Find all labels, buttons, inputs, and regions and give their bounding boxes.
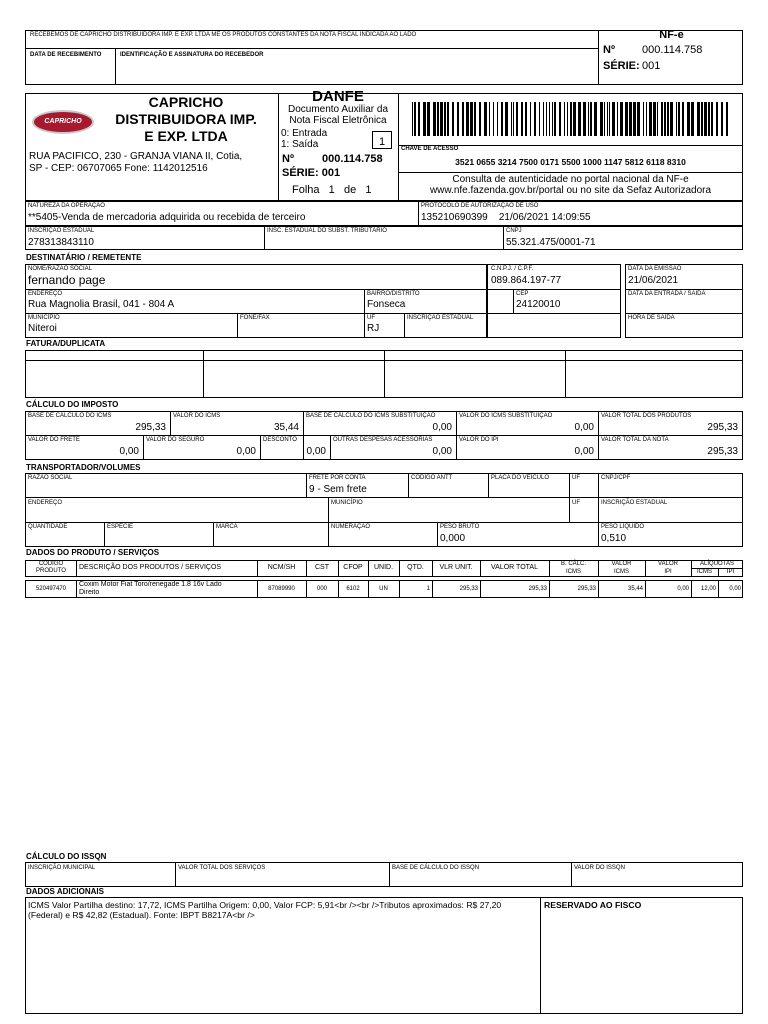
v-nota-label: VALOR TOTAL DA NOTA: [601, 437, 669, 443]
transp-pliq: 0,510: [601, 533, 627, 544]
h-unid: UNID.: [373, 564, 394, 571]
transp-pbruto: 0,000: [440, 533, 466, 544]
item-unid: UN: [379, 586, 388, 592]
divider: [143, 435, 144, 460]
protocolo-label: PROTOCOLO DE AUTORIZAÇÃO DE USO: [421, 203, 539, 209]
dest-ie-label: INSCRIÇÃO ESTADUAL: [407, 315, 474, 321]
h-vunit: VLR UNIT.: [439, 564, 473, 571]
divider: [456, 411, 457, 460]
v-st-label: VALOR DO ICMS SUBSTITUIÇÃO: [459, 413, 553, 419]
h-aliq: ALÍQUOTAS: [700, 561, 734, 567]
divider: [25, 313, 621, 314]
divider: [389, 862, 390, 887]
consulta-line-1: Consulta de autenticidade no portal nacional da NF-e: [452, 174, 689, 185]
item-bc: 295,33: [577, 586, 596, 592]
company-address-2: SP - CEP: 06707065 Fone: 1142012516: [29, 163, 208, 174]
divider: [237, 313, 238, 338]
item-vunit: 295,33: [459, 586, 478, 592]
transp-marca-label: MARCA: [216, 524, 238, 530]
item-codigo: 520497470: [35, 586, 67, 592]
dest-bairro: Fonseca: [367, 299, 406, 310]
dest-cep: 24120010: [516, 299, 561, 310]
item-cst: 000: [316, 586, 327, 592]
divider: [25, 497, 743, 498]
item-ncm: 87089990: [268, 586, 295, 592]
produtos-section: DADOS DO PRODUTO / SERVIÇOS: [26, 548, 160, 557]
bc-icms-value: 295,33: [135, 422, 166, 433]
h-desc: DESCRIÇÃO DOS PRODUTOS / SERVIÇOS: [79, 564, 222, 571]
divider: [598, 473, 599, 547]
dest-endereco-label: ENDEREÇO: [28, 291, 63, 297]
transp-placa-label: PLACA DO VEÍCULO: [491, 475, 550, 481]
h-vipi-1: VALOR: [658, 561, 678, 567]
divider: [598, 30, 599, 85]
access-key-label: CHAVE DE ACESSO: [401, 146, 459, 152]
ipi-label: VALOR DO IPI: [459, 437, 499, 443]
transp-uf2-label: UF: [572, 500, 580, 506]
item-desc-1: Coxim Motor Fiat Toro/renegade 1.8 16v Lado: [79, 581, 222, 588]
adicionais-text-2: (Federal) e R$ 42,82 (Estadual). Fonte: IBPT B8217A<br />: [28, 910, 255, 920]
divider: [25, 435, 743, 436]
divider: [408, 473, 409, 497]
access-key-value: 3521 0655 3214 7500 0171 5500 1000 1147 5812 6118 8310: [455, 157, 686, 167]
divider: [330, 435, 331, 460]
natureza-label: NATUREZA DA OPERAÇÃO: [28, 203, 105, 209]
company-address-1: RUA PACIFICO, 230 - GRANJA VIANA II, Cotia,: [29, 151, 243, 162]
divider: [625, 289, 743, 290]
reservado-fisco-label: RESERVADO AO FISCO: [544, 900, 642, 910]
divider: [264, 226, 265, 250]
h-aipi: IPI: [726, 569, 735, 575]
bc-icms-label: BASE DE CÁLCULO DO ICMS: [28, 413, 112, 419]
imposto-section: CÁLCULO DO IMPOSTO: [26, 400, 119, 409]
divider: [170, 411, 171, 435]
dest-municipio-label: MUNICÍPIO: [28, 315, 60, 321]
dest-cep-label: CEP: [516, 291, 529, 297]
transp-especie-label: ESPÉCIE: [107, 524, 134, 530]
transp-razao-label: RAZÃO SOCIAL: [28, 475, 73, 481]
divider: [203, 350, 204, 398]
ie-value: 278313843110: [28, 237, 94, 248]
divider: [384, 350, 385, 398]
danfe-number: 000.114.758: [322, 153, 383, 165]
divider: [213, 522, 214, 547]
danfe-tipo-box: [372, 131, 392, 149]
item-qtd: 1: [426, 586, 430, 592]
dest-cpf-label: C.N.P.J. / C.P.F.: [491, 266, 534, 272]
divider: [418, 201, 419, 226]
outras-value: 0,00: [432, 446, 452, 457]
consulta-line-2: www.nfe.fazenda.gov.br/portal ou no site da Sefaz Autorizadora: [429, 185, 712, 196]
h-vicms-1: VALOR: [611, 561, 632, 567]
receipt-date-label: DATA DE RECEBIMENTO: [30, 52, 102, 58]
cnpj-label: CNPJ: [506, 228, 522, 234]
v-st-value: 0,00: [574, 422, 594, 433]
divider: [175, 862, 176, 887]
receiver-signature-label: IDENTIFICAÇÃO E ASSINATURA DO RECEBEDOR: [120, 52, 264, 58]
h-ncm: NCM/SH: [267, 564, 296, 571]
danfe-title: DANFE: [312, 88, 364, 105]
adicionais-text-1: ICMS Valor Partilha destino: 17,72, ICMS Partilha Origem: 0,00, Valor FCP: 5,91<br /><br />Tributos aproximados: R$ 27,20: [28, 900, 502, 910]
h-codigo-1: CÓDIGO: [38, 561, 64, 567]
divider: [328, 497, 329, 547]
v-prod-value: 295,33: [707, 422, 738, 433]
v-icms-label: VALOR DO ICMS: [173, 413, 221, 419]
desconto-value: 0,00: [306, 446, 326, 457]
canhoto-serie-label: SÉRIE:: [603, 60, 640, 72]
divider: [625, 313, 743, 314]
item-vtotal: 295,33: [528, 586, 547, 592]
company-name-3: E EXP. LTDA: [144, 128, 228, 144]
divider: [76, 580, 77, 598]
dest-endereco: Rua Magnolia Brasil, 041 - 804 A: [28, 299, 175, 310]
divider: [571, 862, 572, 887]
divider: [540, 897, 541, 1014]
divider: [306, 473, 307, 497]
h-qtd: QTD.: [407, 564, 424, 571]
issqn-section: CÁLCULO DO ISSQN: [26, 852, 107, 861]
divider: [104, 522, 105, 547]
divider: [25, 289, 621, 290]
dest-uf-label: UF: [367, 315, 375, 321]
transp-endereco-label: ENDEREÇO: [28, 500, 63, 506]
dest-hora-label: HORA DE SAÍDA: [628, 315, 675, 321]
dest-nome: fernando page: [28, 273, 106, 287]
transp-pbruto-label: PESO BRUTO: [440, 524, 480, 530]
danfe-saida: 1: Saída: [281, 139, 319, 150]
access-key-barcode: [412, 102, 728, 136]
canhoto-number: 000.114.758: [642, 44, 703, 56]
transp-qtd-label: QUANTIDADE: [28, 524, 68, 530]
natureza-value: **5405-Venda de mercadoria adquirida ou recebida de terceiro: [28, 212, 306, 223]
divider: [513, 289, 514, 313]
divider: [488, 473, 489, 497]
transporte-section: TRANSPORTADOR/VOLUMES: [26, 463, 141, 472]
issqn-im-label: INSCRIÇÃO MUNICIPAL: [28, 865, 96, 871]
transp-antt-label: CÓDIGO ANTT: [411, 475, 453, 481]
divider: [260, 435, 261, 460]
issqn-v-label: VALOR DO ISSQN: [574, 865, 625, 871]
iest-label: INSC. ESTADUAL DO SUBST. TRIBUTÁRIO: [267, 228, 387, 234]
divider: [503, 226, 504, 250]
danfe-tipo: 1: [378, 136, 386, 148]
divider: [115, 48, 116, 85]
frete-value: 0,00: [119, 446, 139, 457]
canhoto-serie: 001: [642, 60, 661, 72]
divider: [437, 522, 438, 547]
danfe-serie: SÉRIE: 001: [282, 167, 341, 179]
item-cfop: 6102: [346, 586, 360, 592]
dest-entrada-label: DATA DA ENTRADA / SAIDA: [628, 291, 706, 297]
dest-emissao-label: DATA DA EMISSÃO: [628, 266, 682, 272]
dest-nome-label: NOME/RAZÃO SOCIAL: [28, 266, 93, 272]
adicionais-section: DADOS ADICIONAIS: [26, 887, 104, 896]
canhoto-nfe-title: NF-e: [659, 29, 684, 41]
divider: [25, 48, 598, 49]
transp-pliq-label: PESO LÍQUIDO: [601, 524, 645, 530]
desconto-label: DESCONTO: [263, 437, 297, 443]
issqn-bc-label: BASE DE CÁLCULO DO ISSQN: [392, 865, 480, 871]
item-aicms: 12,00: [700, 586, 716, 592]
divider: [598, 411, 599, 460]
company-logo: [32, 110, 94, 134]
transp-numeracao-label: NUMERAÇÃO: [331, 524, 371, 530]
divider: [565, 350, 566, 398]
fatura-section: FATURA/DUPLICATA: [26, 339, 106, 348]
dest-fone-label: FONE/FAX: [240, 315, 270, 321]
seguro-label: VALOR DO SEGURO: [146, 437, 205, 443]
danfe-folha: Folha 1 de 1: [292, 184, 372, 196]
destinatario-section: DESTINATÁRIO / REMETENTE: [26, 253, 142, 262]
h-vicms-2: ICMS: [614, 569, 629, 575]
canhoto-number-label: Nº: [603, 44, 615, 56]
seguro-value: 0,00: [236, 446, 256, 457]
h-bc-1: B. CÁLC.: [560, 561, 586, 567]
danfe-number-label: Nº: [282, 153, 294, 165]
frete-label: VALOR DO FRETE: [28, 437, 80, 443]
transp-ie-label: INSCRIÇÃO ESTADUAL: [601, 500, 668, 506]
divider: [76, 560, 77, 577]
h-vtotal: VALOR TOTAL: [491, 564, 538, 571]
company-name-1: CAPRICHO: [148, 94, 224, 110]
transporte-box: [25, 473, 743, 547]
h-bc-2: ICMS: [566, 569, 581, 575]
danfe-subtitle-2: Nota Fiscal Eletrônica: [289, 115, 387, 126]
ie-label: INSCRIÇÃO ESTADUAL: [28, 228, 95, 234]
item-aipi: 0,00: [729, 586, 741, 592]
dest-uf: RJ: [367, 323, 380, 334]
transp-frete: 9 - Sem frete: [309, 484, 367, 495]
bc-st-value: 0,00: [432, 422, 452, 433]
h-codigo-2: PRODUTO: [36, 568, 66, 574]
divider: [569, 473, 570, 522]
h-aicms: ICMS: [697, 569, 712, 575]
dest-cpf: 089.864.197-77: [491, 275, 562, 286]
v-icms-value: 35,44: [273, 422, 299, 433]
issqn-vserv-label: VALOR TOTAL DOS SERVIÇOS: [178, 865, 266, 871]
dest-municipio: Niteroi: [28, 323, 57, 334]
h-vipi-2: IPI: [664, 569, 672, 575]
cnpj-value: 55.321.475/0001-71: [506, 237, 596, 248]
item-desc-2: Direito: [79, 589, 100, 596]
v-nota-value: 295,33: [707, 446, 738, 457]
h-cfop: CFOP: [343, 564, 363, 571]
danfe-entrada: 0: Entrada: [281, 128, 328, 139]
divider: [364, 289, 365, 338]
canhoto-statement: RECEBEMOS DE CAPRICHO DISTRIBUIDORA IMP. E EXP. LTDA ME OS PRODUTOS CONSTANTES DA NOTA FISCAL INDICADA AO LADO: [30, 32, 417, 38]
logo-text: CAPRICHO: [44, 118, 82, 125]
item-vipi: 0,00: [677, 586, 689, 592]
protocolo-value: 135210690399 21/06/2021 14:09:55: [421, 212, 591, 223]
transp-frete-label: FRETE POR CONTA: [309, 475, 366, 481]
danfe-subtitle-1: Documento Auxiliar da: [287, 104, 389, 115]
transp-municipio-label: MUNICÍPIO: [331, 500, 363, 506]
v-prod-label: VALOR TOTAL DOS PRODUTOS: [601, 413, 692, 419]
divider: [25, 522, 743, 523]
dest-emissao: 21/06/2021: [628, 275, 679, 286]
issqn-box: [25, 862, 743, 887]
transp-cnpj-label: CNPJ/CPF: [601, 475, 631, 481]
h-cst: CST: [315, 564, 329, 571]
dest-bairro-label: BAIRRO/DISTRITO: [367, 291, 420, 297]
transp-uf-label: UF: [572, 475, 580, 481]
company-name-2: DISTRIBUIDORA IMP.: [115, 111, 257, 127]
outras-label: OUTRAS DESPESAS ACESSÓRIAS: [333, 437, 433, 443]
item-vicms: 35,44: [627, 586, 643, 592]
divider: [398, 172, 743, 173]
ipi-value: 0,00: [574, 446, 594, 457]
bc-st-label: BASE DE CÁLCULO DO ICMS SUBSTITUIÇÃO: [306, 413, 436, 419]
divider: [404, 313, 405, 338]
